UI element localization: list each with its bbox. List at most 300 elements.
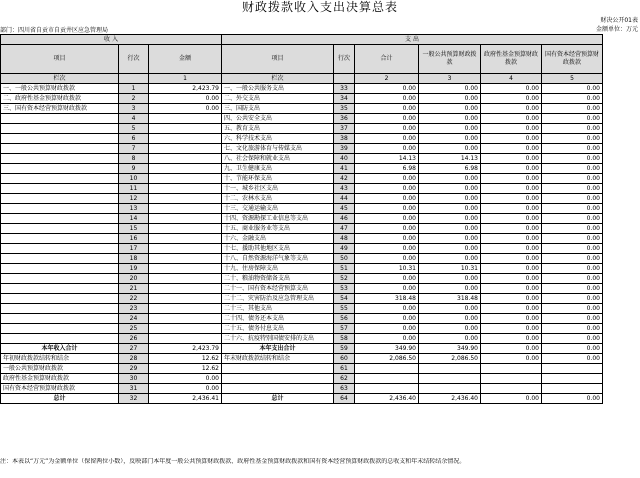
expense-row-no-header: 行次	[334, 45, 355, 74]
expense-total-cell: 0.00	[355, 224, 419, 234]
general-budget-cell: 0.00	[419, 234, 481, 244]
state-capital-col-index: 5	[542, 74, 603, 84]
expense-total-cell: 0.00	[355, 94, 419, 104]
income-row-no-cell: 17	[119, 244, 149, 254]
gov-fund-cell: 0.00	[481, 124, 542, 134]
state-capital-cell: 0.00	[542, 264, 603, 274]
income-item-cell	[1, 194, 119, 204]
income-item-cell	[1, 134, 119, 144]
expense-row-no-cell: 56	[334, 314, 355, 324]
expense-row-no-cell: 42	[334, 174, 355, 184]
expense-row-no-cell: 55	[334, 304, 355, 314]
expense-total-cell: 0.00	[355, 274, 419, 284]
income-item-cell: 总计	[1, 394, 119, 404]
gov-fund-cell: 0.00	[481, 294, 542, 304]
expense-item-cell: 八、社会保障和就业支出	[222, 154, 334, 164]
income-amount-cell: 2,436.41	[149, 394, 222, 404]
income-amount-cell	[149, 314, 222, 324]
expense-total-cell: 349.90	[355, 344, 419, 354]
income-row-no-cell: 20	[119, 274, 149, 284]
table-row	[1, 244, 603, 254]
income-row-no-cell: 1	[119, 84, 149, 94]
expense-row-no-cell	[334, 74, 355, 84]
expense-item-cell: 十九、住房保障支出	[222, 264, 334, 274]
income-amount-cell: 12.62	[149, 364, 222, 374]
income-row-no-cell: 3	[119, 104, 149, 114]
income-amount-cell	[149, 254, 222, 264]
income-item-cell	[1, 274, 119, 284]
income-row-no-cell: 22	[119, 294, 149, 304]
general-budget-cell: 349.90	[419, 344, 481, 354]
expense-total-cell: 0.00	[355, 214, 419, 224]
expense-total-cell: 0.00	[355, 324, 419, 334]
expense-row-no-cell: 46	[334, 214, 355, 224]
income-amount-cell	[149, 324, 222, 334]
expense-item-cell: 三、国防支出	[222, 104, 334, 114]
expense-total-cell: 0.00	[355, 174, 419, 184]
general-budget-cell: 0.00	[419, 174, 481, 184]
income-item-cell: 国有资本经营预算财政拨款	[1, 384, 119, 394]
table-row	[1, 154, 603, 164]
expense-total-cell: 0.00	[355, 314, 419, 324]
income-item-cell	[1, 234, 119, 244]
income-row-no-cell: 9	[119, 164, 149, 174]
table-row	[1, 314, 603, 324]
gov-fund-col-index: 4	[481, 74, 542, 84]
expense-row-no-cell: 39	[334, 144, 355, 154]
state-capital-cell: 0.00	[542, 324, 603, 334]
state-capital-cell: 0.00	[542, 124, 603, 134]
income-row-no-cell: 5	[119, 124, 149, 134]
income-item-cell: 一般公共预算财政拨款	[1, 364, 119, 374]
state-capital-cell: 0.00	[542, 224, 603, 234]
general-budget-cell: 0.00	[419, 134, 481, 144]
table-row	[1, 134, 603, 144]
expense-item-cell: 本年支出合计	[222, 344, 334, 354]
income-item-cell: 年初财政拨款结转和结余	[1, 354, 119, 364]
state-capital-cell: 0.00	[542, 294, 603, 304]
income-amount-cell	[149, 264, 222, 274]
income-row-no-cell: 28	[119, 354, 149, 364]
gov-fund-cell: 0.00	[481, 194, 542, 204]
general-budget-col-index: 3	[419, 74, 481, 84]
expense-row-no-cell: 54	[334, 294, 355, 304]
income-item-cell: 政府性基金预算财政拨款	[1, 374, 119, 384]
income-item-cell	[1, 264, 119, 274]
income-row-no-cell: 10	[119, 174, 149, 184]
gov-fund-cell: 0.00	[481, 204, 542, 214]
income-row-no-cell: 27	[119, 344, 149, 354]
expense-total-cell: 0.00	[355, 204, 419, 214]
table-row	[1, 304, 603, 314]
income-item-cell	[1, 314, 119, 324]
income-row-no-cell: 14	[119, 214, 149, 224]
expense-row-no-cell: 61	[334, 364, 355, 374]
report-title: 财政拨款收入支出决算总表	[241, 0, 398, 14]
general-budget-header: 一般公共预算财政拨款	[419, 45, 481, 74]
expense-total-cell: 0.00	[355, 104, 419, 114]
state-capital-cell: 0.00	[542, 244, 603, 254]
expense-item-cell: 年末财政拨款结转和结余	[222, 354, 334, 364]
state-capital-cell: 0.00	[542, 274, 603, 284]
expense-row-no-cell: 57	[334, 324, 355, 334]
gov-fund-cell: 0.00	[481, 164, 542, 174]
income-amount-cell	[149, 194, 222, 204]
income-amount-cell	[149, 144, 222, 154]
gov-fund-cell: 0.00	[481, 94, 542, 104]
state-capital-cell	[542, 384, 603, 394]
table-row	[1, 344, 603, 354]
table-row	[1, 204, 603, 214]
expense-item-cell: 二十六、抗疫特别国债安排的支出	[222, 334, 334, 344]
table-row	[1, 274, 603, 284]
general-budget-cell: 6.98	[419, 164, 481, 174]
gov-fund-cell	[481, 364, 542, 374]
general-budget-cell: 0.00	[419, 214, 481, 224]
money-unit-label: 金额单位：万元	[595, 26, 638, 33]
table-row	[1, 374, 603, 384]
general-budget-cell: 0.00	[419, 204, 481, 214]
expense-row-no-cell: 45	[334, 204, 355, 214]
expense-total-cell: 318.48	[355, 294, 419, 304]
general-budget-cell: 0.00	[419, 104, 481, 114]
table-row	[1, 234, 603, 244]
income-amount-cell	[149, 214, 222, 224]
income-item-cell: 本年收入合计	[1, 344, 119, 354]
income-row-no-cell: 30	[119, 374, 149, 384]
expense-item-cell: 十、节能环保支出	[222, 174, 334, 184]
expense-item-cell: 二十四、债务还本支出	[222, 314, 334, 324]
gov-fund-cell: 0.00	[481, 274, 542, 284]
expense-total-cell: 0.00	[355, 134, 419, 144]
gov-fund-cell: 0.00	[481, 174, 542, 184]
state-capital-cell: 0.00	[542, 314, 603, 324]
general-budget-cell: 0.00	[419, 184, 481, 194]
expense-row-no-cell: 50	[334, 254, 355, 264]
income-item-cell	[1, 114, 119, 124]
income-amount-cell	[149, 224, 222, 234]
expense-total-cell: 0.00	[355, 304, 419, 314]
expense-total-cell: 0.00	[355, 234, 419, 244]
gov-fund-cell: 0.00	[481, 214, 542, 224]
income-amount-cell: 0.00	[149, 384, 222, 394]
expense-item-cell: 九、卫生健康支出	[222, 164, 334, 174]
expense-item-cell: 五、教育支出	[222, 124, 334, 134]
income-row-no-cell: 21	[119, 284, 149, 294]
expense-item-cell: 十三、交通运输支出	[222, 204, 334, 214]
income-row-no-cell: 19	[119, 264, 149, 274]
expense-row-no-cell: 33	[334, 84, 355, 94]
table-row	[1, 184, 603, 194]
income-amount-cell	[149, 284, 222, 294]
state-capital-cell: 0.00	[542, 94, 603, 104]
expense-item-cell: 七、文化旅游体育与传媒支出	[222, 144, 334, 154]
expense-item-cell: 十四、资源勘探工业信息等支出	[222, 214, 334, 224]
gov-fund-cell: 0.00	[481, 334, 542, 344]
gov-fund-header: 政府性基金预算财政拨款	[481, 45, 542, 74]
income-amount-cell: 2,423.79	[149, 84, 222, 94]
form-code: 财决公开01表	[600, 17, 638, 24]
expense-item-cell	[222, 364, 334, 374]
expense-item-cell: 总计	[222, 394, 334, 404]
income-amount-cell: 12.62	[149, 354, 222, 364]
expense-item-cell: 二十三、其他支出	[222, 304, 334, 314]
expense-item-cell: 十一、城乡社区支出	[222, 184, 334, 194]
table-row	[1, 354, 603, 364]
income-row-no-cell: 26	[119, 334, 149, 344]
expense-row-no-cell: 41	[334, 164, 355, 174]
general-budget-cell: 2,436.40	[419, 394, 481, 404]
expense-total-cell	[355, 384, 419, 394]
general-budget-cell: 0.00	[419, 194, 481, 204]
income-amount-cell	[149, 294, 222, 304]
expense-row-no-cell: 35	[334, 104, 355, 114]
table-row	[1, 124, 603, 134]
income-item-cell	[1, 184, 119, 194]
expense-item-cell: 二十五、债务付息支出	[222, 324, 334, 334]
table-row	[1, 334, 603, 344]
income-row-no-cell: 2	[119, 94, 149, 104]
state-capital-cell: 0.00	[542, 194, 603, 204]
expense-item-cell: 十六、金融支出	[222, 234, 334, 244]
general-budget-cell: 0.00	[419, 114, 481, 124]
expense-total-cell: 6.98	[355, 164, 419, 174]
income-row-no-header: 行次	[119, 45, 149, 74]
income-amount-header: 金额	[149, 45, 222, 74]
income-item-cell	[1, 304, 119, 314]
expense-total-cell: 0.00	[355, 194, 419, 204]
gov-fund-cell: 0.00	[481, 234, 542, 244]
state-capital-cell	[542, 374, 603, 384]
table-row	[1, 94, 603, 104]
gov-fund-cell	[481, 374, 542, 384]
income-row-no-cell: 18	[119, 254, 149, 264]
state-capital-cell: 0.00	[542, 354, 603, 364]
table-row	[1, 174, 603, 184]
expense-total-cell: 2,086.50	[355, 354, 419, 364]
state-capital-cell: 0.00	[542, 304, 603, 314]
expense-total-cell: 0.00	[355, 84, 419, 94]
expense-row-no-cell: 34	[334, 94, 355, 104]
state-capital-cell: 0.00	[542, 154, 603, 164]
expense-total-header: 合计	[355, 45, 419, 74]
gov-fund-cell: 0.00	[481, 244, 542, 254]
state-capital-cell: 0.00	[542, 204, 603, 214]
income-section-header: 收 入	[1, 35, 222, 45]
table-row	[1, 144, 603, 154]
income-item-cell	[1, 164, 119, 174]
income-amount-cell: 0.00	[149, 94, 222, 104]
state-capital-cell: 0.00	[542, 254, 603, 264]
income-item-cell	[1, 204, 119, 214]
gov-fund-cell: 0.00	[481, 264, 542, 274]
income-item-cell: 一、一般公共预算财政拨款	[1, 84, 119, 94]
income-item-cell: 三、国有资本经营预算财政拨款	[1, 104, 119, 114]
expense-row-no-cell: 38	[334, 134, 355, 144]
expense-item-cell: 二十、粮油物资储备支出	[222, 274, 334, 284]
gov-fund-cell: 0.00	[481, 324, 542, 334]
table-row	[1, 84, 603, 94]
gov-fund-cell: 0.00	[481, 284, 542, 294]
income-row-no-cell: 7	[119, 144, 149, 154]
expense-row-no-cell: 36	[334, 114, 355, 124]
income-row-no-cell: 24	[119, 314, 149, 324]
expense-item-header: 项目	[222, 45, 334, 74]
expense-row-no-cell: 40	[334, 154, 355, 164]
general-budget-cell: 0.00	[419, 244, 481, 254]
income-row-no-cell: 32	[119, 394, 149, 404]
income-item-cell	[1, 124, 119, 134]
gov-fund-cell: 0.00	[481, 134, 542, 144]
state-capital-cell: 0.00	[542, 234, 603, 244]
income-row-no-cell: 12	[119, 194, 149, 204]
expense-row-no-cell: 64	[334, 394, 355, 404]
expense-total-cell: 0.00	[355, 124, 419, 134]
expense-item-cell: 一、一般公共服务支出	[222, 84, 334, 94]
general-budget-cell: 0.00	[419, 284, 481, 294]
general-budget-cell: 14.13	[419, 154, 481, 164]
gov-fund-cell: 0.00	[481, 344, 542, 354]
income-item-cell	[1, 294, 119, 304]
gov-fund-cell: 0.00	[481, 184, 542, 194]
state-capital-cell: 0.00	[542, 104, 603, 114]
income-amount-cell	[149, 124, 222, 134]
state-capital-cell: 0.00	[542, 344, 603, 354]
expense-item-cell: 二十二、灾害防治及应急管理支出	[222, 294, 334, 304]
gov-fund-cell: 0.00	[481, 84, 542, 94]
expense-total-cell: 0.00	[355, 284, 419, 294]
expense-column-index-label: 栏次	[222, 74, 334, 84]
expense-row-no-cell: 58	[334, 334, 355, 344]
general-budget-cell: 0.00	[419, 84, 481, 94]
expense-row-no-cell: 48	[334, 234, 355, 244]
expense-row-no-cell: 62	[334, 374, 355, 384]
income-amount-cell	[149, 164, 222, 174]
general-budget-cell: 0.00	[419, 144, 481, 154]
expense-row-no-cell: 49	[334, 244, 355, 254]
expense-total-cell: 14.13	[355, 154, 419, 164]
expense-row-no-cell: 63	[334, 384, 355, 394]
income-column-index-label: 栏次	[1, 74, 119, 84]
income-row-no-cell: 4	[119, 114, 149, 124]
table-row	[1, 294, 603, 304]
gov-fund-cell: 0.00	[481, 144, 542, 154]
gov-fund-cell: 0.00	[481, 314, 542, 324]
table-row	[1, 394, 603, 404]
table-row	[1, 254, 603, 264]
expense-row-no-cell: 60	[334, 354, 355, 364]
general-budget-cell: 10.31	[419, 264, 481, 274]
gov-fund-cell: 0.00	[481, 114, 542, 124]
expense-item-cell: 十二、农林水支出	[222, 194, 334, 204]
income-row-no-cell: 16	[119, 234, 149, 244]
expense-total-cell: 0.00	[355, 114, 419, 124]
income-row-no-cell: 31	[119, 384, 149, 394]
footnote: 注：本表以“万元”为金额单位（保留两位小数），反映部门本年度一般公共预算财政拨款、政府性基金预算财政拨款和国有资本经营预算财政拨款的总收支和年末结转结余情况。	[0, 458, 466, 465]
table-row	[1, 194, 603, 204]
general-budget-cell: 0.00	[419, 334, 481, 344]
income-amount-cell	[149, 114, 222, 124]
expense-total-col-index: 2	[355, 74, 419, 84]
table-row	[1, 224, 603, 234]
expense-item-cell: 二十一、国有资本经营预算支出	[222, 284, 334, 294]
expense-total-cell: 10.31	[355, 264, 419, 274]
expense-item-cell	[222, 374, 334, 384]
expense-total-cell: 0.00	[355, 144, 419, 154]
expense-item-cell	[222, 384, 334, 394]
state-capital-cell: 0.00	[542, 134, 603, 144]
expense-row-no-cell: 44	[334, 194, 355, 204]
income-amount-cell	[149, 134, 222, 144]
gov-fund-cell	[481, 384, 542, 394]
table-row	[1, 364, 603, 374]
state-capital-cell: 0.00	[542, 174, 603, 184]
department-label: 部门：四川省自贡市自贡井区应急管理局	[0, 27, 109, 34]
income-amount-cell	[149, 174, 222, 184]
gov-fund-cell: 0.00	[481, 154, 542, 164]
income-item-cell: 二、政府性基金预算财政拨款	[1, 94, 119, 104]
income-row-no-cell: 11	[119, 184, 149, 194]
income-item-cell	[1, 214, 119, 224]
expense-section-header: 支 出	[222, 35, 603, 45]
table-row	[1, 284, 603, 294]
expense-item-cell: 二、外交支出	[222, 94, 334, 104]
gov-fund-cell: 0.00	[481, 254, 542, 264]
table-row	[1, 114, 603, 124]
expense-row-no-cell: 59	[334, 344, 355, 354]
gov-fund-cell: 0.00	[481, 224, 542, 234]
state-capital-cell: 0.00	[542, 214, 603, 224]
income-row-no-cell: 23	[119, 304, 149, 314]
general-budget-cell: 318.48	[419, 294, 481, 304]
income-amount-cell	[149, 244, 222, 254]
income-row-no-cell: 8	[119, 154, 149, 164]
income-item-cell	[1, 324, 119, 334]
table-row	[1, 104, 603, 114]
expense-total-cell: 0.00	[355, 334, 419, 344]
general-budget-cell: 0.00	[419, 254, 481, 264]
state-capital-cell: 0.00	[542, 284, 603, 294]
income-item-cell	[1, 244, 119, 254]
expense-total-cell: 2,436.40	[355, 394, 419, 404]
state-capital-cell: 0.00	[542, 84, 603, 94]
general-budget-cell: 2,086.50	[419, 354, 481, 364]
finance-table	[0, 34, 603, 404]
expense-row-no-cell: 37	[334, 124, 355, 134]
expense-item-cell: 十五、商业服务业等支出	[222, 224, 334, 234]
table-row	[1, 324, 603, 334]
income-item-cell	[1, 154, 119, 164]
income-amount-cell: 0.00	[149, 374, 222, 384]
state-capital-cell	[542, 364, 603, 374]
income-amount-cell	[149, 234, 222, 244]
table-row	[1, 164, 603, 174]
income-amount-cell	[149, 274, 222, 284]
general-budget-cell: 0.00	[419, 124, 481, 134]
gov-fund-cell: 0.00	[481, 354, 542, 364]
expense-total-cell	[355, 364, 419, 374]
income-item-cell	[1, 284, 119, 294]
general-budget-cell	[419, 364, 481, 374]
income-item-cell	[1, 144, 119, 154]
expense-row-no-cell: 53	[334, 284, 355, 294]
income-row-no-cell: 15	[119, 224, 149, 234]
general-budget-cell: 0.00	[419, 324, 481, 334]
income-amount-cell	[149, 154, 222, 164]
income-item-cell	[1, 334, 119, 344]
expense-total-cell: 0.00	[355, 184, 419, 194]
state-capital-cell: 0.00	[542, 394, 603, 404]
